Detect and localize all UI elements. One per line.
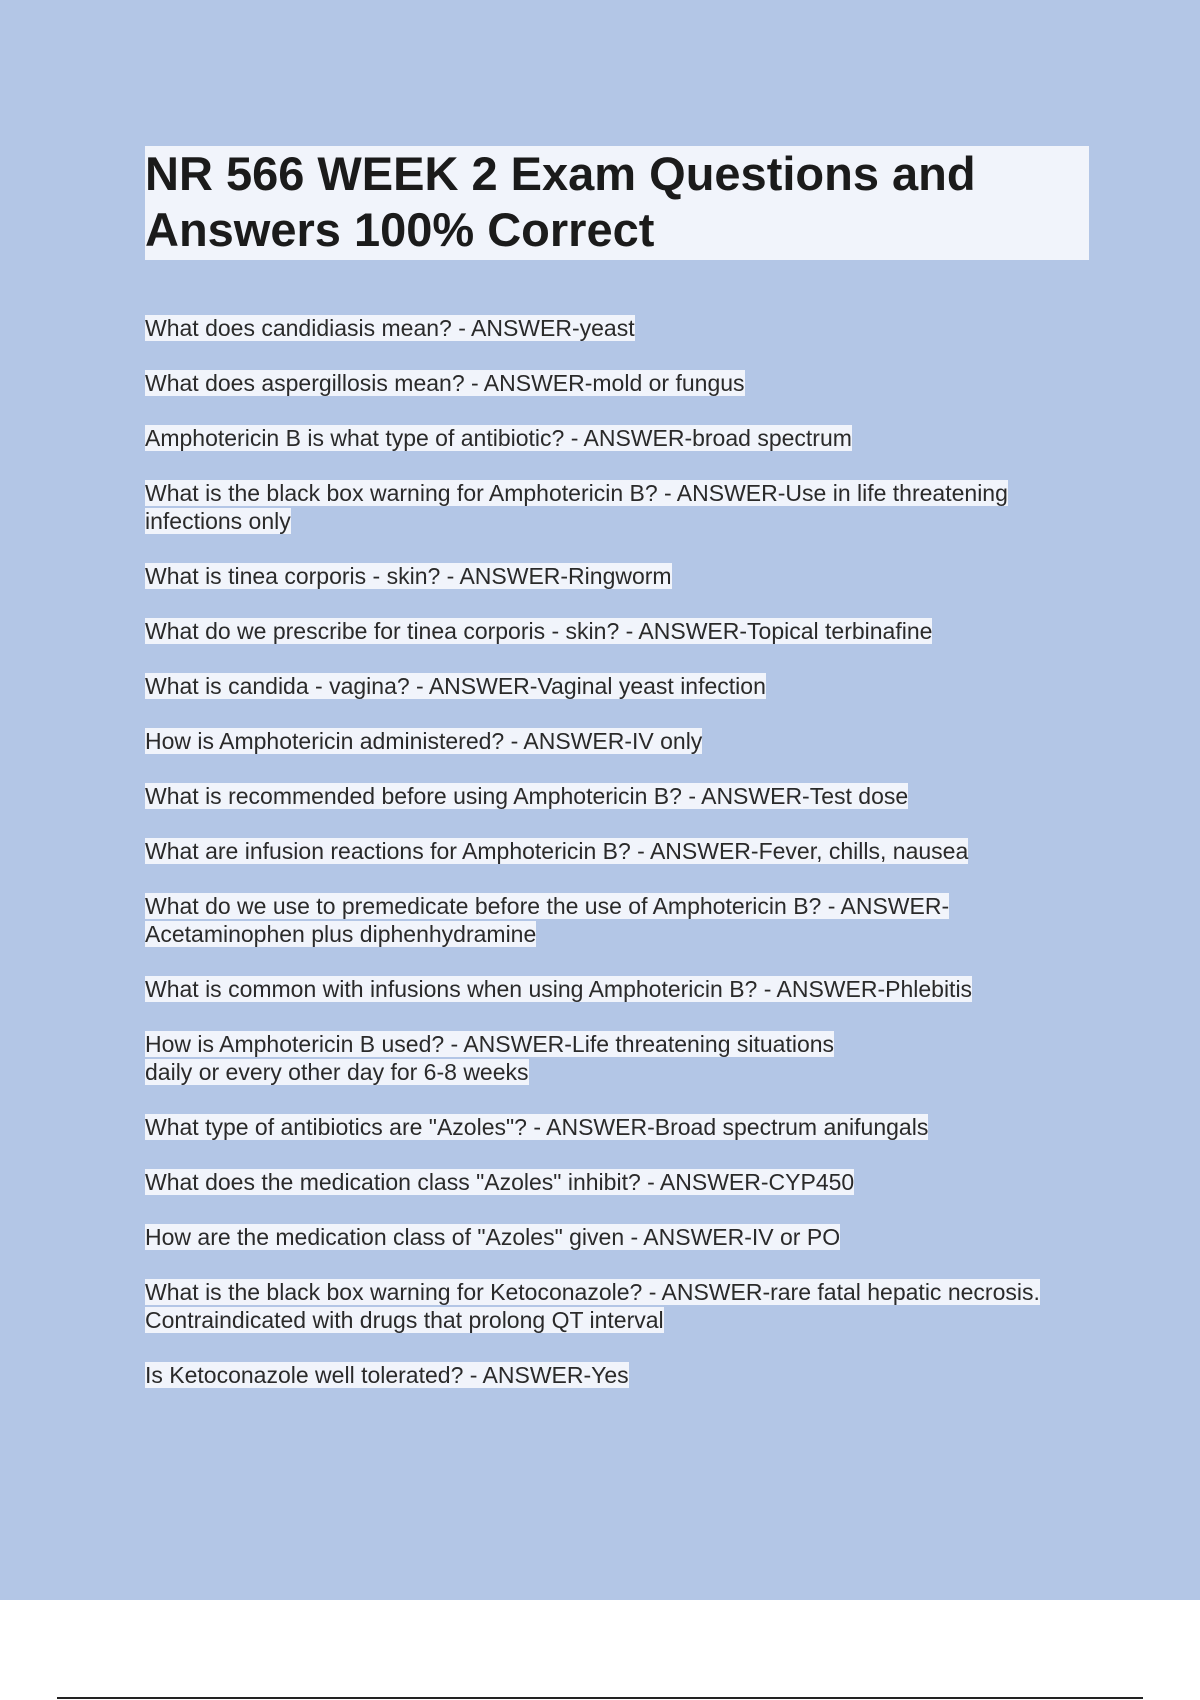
title-line-1: NR 566 WEEK 2 Exam Questions and: [145, 147, 976, 200]
qa-text: [145, 893, 949, 947]
qa-line: What does the medication class "Azoles" inhibit? - ANSWER-CYP450: [145, 1169, 855, 1195]
qa-text: [145, 976, 972, 1002]
qa-line: daily or every other day for 6-8 weeks: [145, 1059, 529, 1085]
qa-line: Contraindicated with drugs that prolong QT interval: [145, 1307, 664, 1333]
qa-item: [145, 1168, 1090, 1196]
qa-item: [145, 837, 1090, 865]
qa-line: infections only: [145, 508, 291, 534]
qa-item: [145, 1361, 1090, 1389]
qa-line: What type of antibiotics are "Azoles"? - ANSWER-Broad spectrum anifungals: [145, 1114, 929, 1140]
qa-item: [145, 479, 1090, 535]
qa-text: [145, 563, 672, 589]
qa-text: [145, 783, 908, 809]
qa-text: [145, 1224, 840, 1250]
qa-item: [145, 1030, 1090, 1086]
qa-text: [145, 838, 968, 864]
qa-line: How is Amphotericin administered? - ANSWER-IV only: [145, 728, 703, 754]
page-title: [145, 146, 1089, 258]
title-line-2: Answers 100% Correct: [145, 203, 655, 256]
qa-text: [145, 1169, 854, 1195]
qa-line: Acetaminophen plus diphenhydramine: [145, 921, 537, 947]
qa-item: [145, 314, 1090, 342]
qa-line: What does candidiasis mean? - ANSWER-yeast: [145, 315, 635, 341]
qa-text: [145, 1114, 928, 1140]
qa-text: [145, 425, 852, 451]
qa-line: What do we prescribe for tinea corporis - skin? - ANSWER-Topical terbinafine: [145, 618, 933, 644]
qa-line: Is Ketoconazole well tolerated? - ANSWER-Yes: [145, 1362, 629, 1388]
title-box: [145, 146, 1089, 260]
qa-text: [145, 728, 702, 754]
qa-text: [145, 1031, 834, 1085]
qa-text: [145, 480, 1008, 534]
qa-text: [145, 1362, 629, 1388]
qa-text: [145, 1279, 1040, 1333]
qa-item: [145, 1113, 1090, 1141]
qa-line: What is the black box warning for Ketoconazole? - ANSWER-rare fatal hepatic necrosis.: [145, 1279, 1040, 1305]
qa-item: [145, 1278, 1090, 1334]
qa-item: [145, 1223, 1090, 1251]
qa-item: [145, 782, 1090, 810]
qa-item: [145, 562, 1090, 590]
qa-text: [145, 315, 635, 341]
qa-line: What are infusion reactions for Amphotericin B? - ANSWER-Fever, chills, nausea: [145, 838, 969, 864]
qa-line: What do we use to premedicate before the use of Amphotericin B? - ANSWER-: [145, 893, 950, 919]
qa-list: [145, 314, 1090, 1389]
qa-line: What is common with infusions when using Amphotericin B? - ANSWER-Phlebitis: [145, 976, 973, 1002]
qa-item: [145, 727, 1090, 755]
qa-text: [145, 618, 932, 644]
qa-line: What is tinea corporis - skin? - ANSWER-Ringworm: [145, 563, 672, 589]
footer-divider: [57, 1697, 1143, 1699]
qa-item: [145, 975, 1090, 1003]
qa-item: [145, 369, 1090, 397]
qa-text: [145, 673, 766, 699]
qa-line: What is recommended before using Amphotericin B? - ANSWER-Test dose: [145, 783, 909, 809]
qa-line: What is the black box warning for Amphotericin B? - ANSWER-Use in life threatening: [145, 480, 1008, 506]
qa-item: [145, 672, 1090, 700]
qa-line: How is Amphotericin B used? - ANSWER-Life threatening situations: [145, 1031, 835, 1057]
document-content: [145, 146, 1090, 1389]
qa-text: [145, 370, 745, 396]
qa-line: What does aspergillosis mean? - ANSWER-mold or fungus: [145, 370, 745, 396]
qa-line: Amphotericin B is what type of antibiotic? - ANSWER-broad spectrum: [145, 425, 852, 451]
qa-line: What is candida - vagina? - ANSWER-Vaginal yeast infection: [145, 673, 766, 699]
qa-item: [145, 617, 1090, 645]
qa-item: [145, 424, 1090, 452]
qa-line: How are the medication class of "Azoles" given - ANSWER-IV or PO: [145, 1224, 841, 1250]
qa-item: [145, 892, 1090, 948]
